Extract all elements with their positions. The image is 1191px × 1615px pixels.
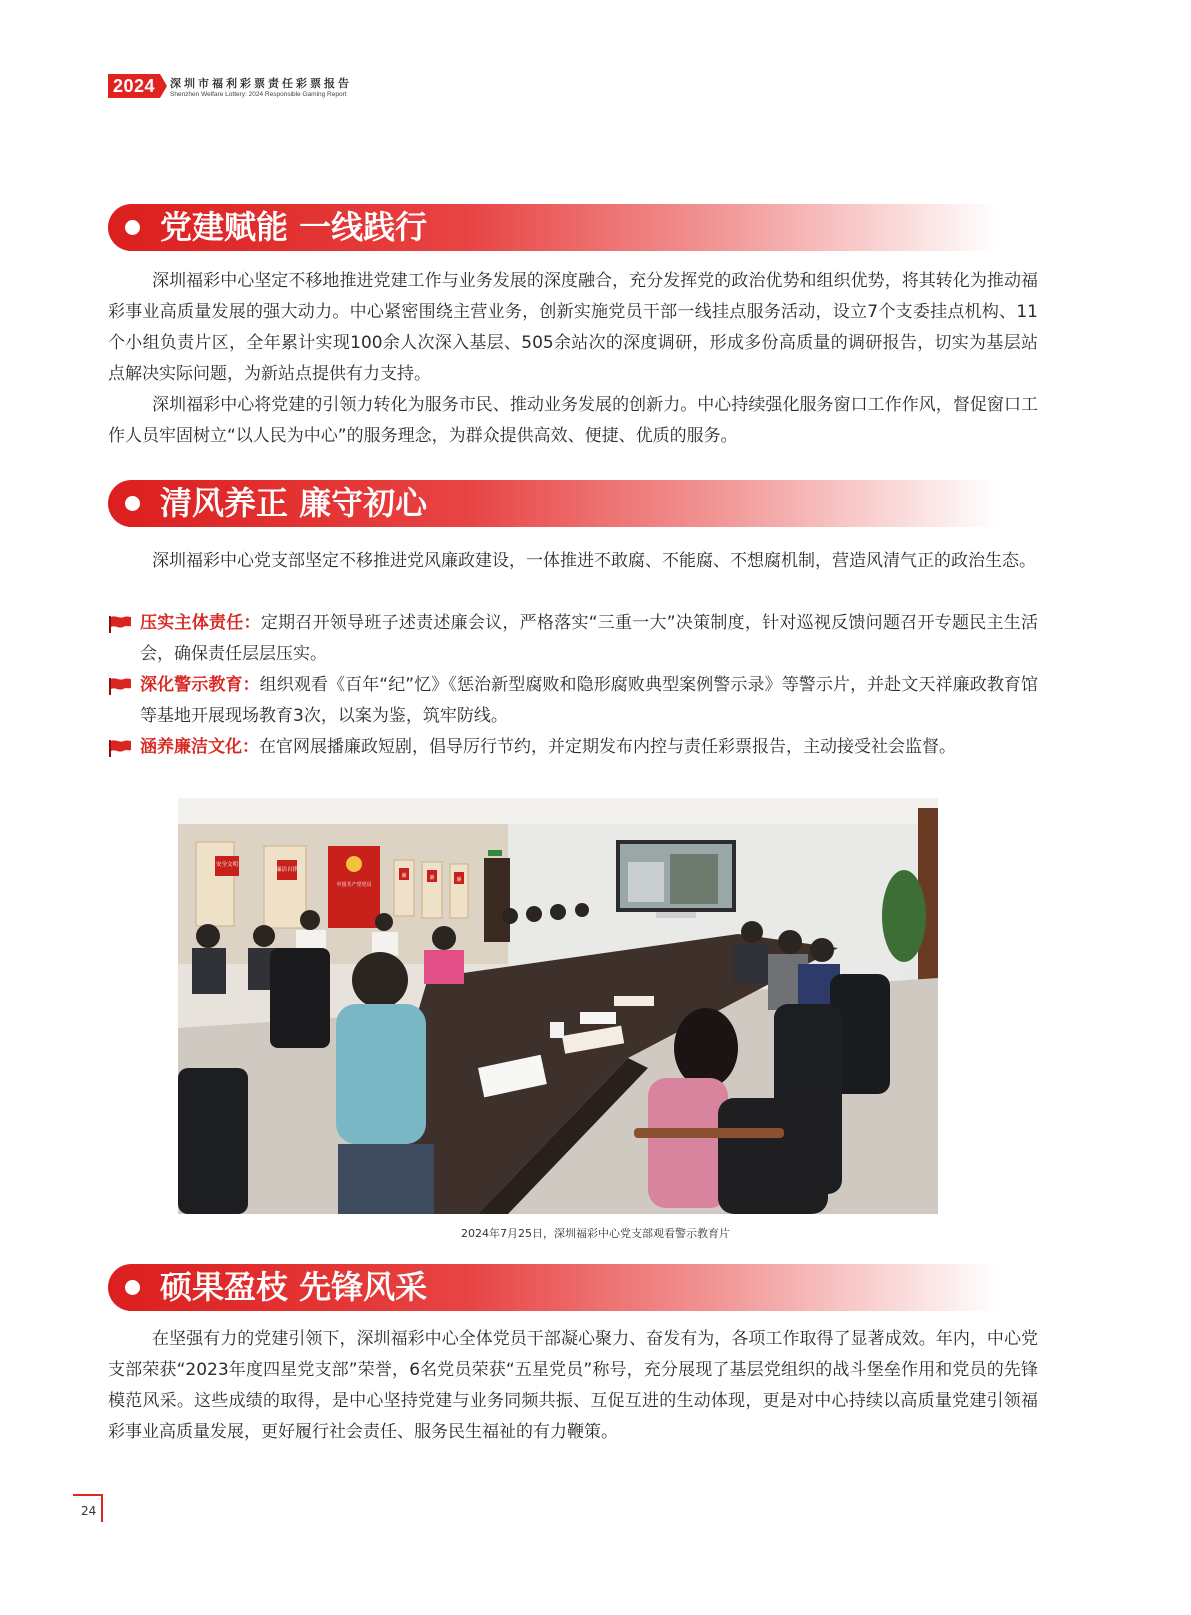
section-3-paragraph-1: 在坚强有力的党建引领下，深圳福彩中心全体党员干部凝心聚力、奋发有为，各项工作取得了显著成效。年内，中心党支部荣获“2023年度四星党支部”荣誉，6名党员荣获“五星党员”称号，充分展现了基层党组织的战斗堡垒作用和党员的先锋模范风采。这些成绩的取得，是中心坚持党建与业务同频共振、互促互进的生动体现，更是对中心持续以高质量党建引领福彩事业高质量发展，更好履行社会责任、服务民生福祉的有力鞭策。 (108, 1329, 1038, 1442)
section-title: 清风养正 廉守初心 (160, 484, 428, 522)
board-text: 廉 (429, 875, 435, 881)
section-2-paragraph-1: 深圳福彩中心党支部坚定不移推进党风廉政建设，一体推进不敢腐、不能腐、不想腐机制，营造风清气正的政治生态。 (152, 551, 1036, 571)
report-year-badge: 2024 (108, 74, 160, 98)
list-item (108, 732, 1038, 763)
report-title-en: Shenzhen Welfare Lottery: 2024 Responsible Gaming Report (170, 91, 347, 98)
bullet-text: 组织观看《百年“纪”忆》《惩治新型腐败和隐形腐败典型案例警示录》等警示片，并赴文天祥廉政教育馆等基地开展现场教育3次，以案为鉴，筑牢防线。 (140, 675, 1038, 726)
page-number-rule (101, 1494, 103, 1522)
bullet-key: 涵养廉洁文化： (140, 737, 259, 757)
section-heading-3 (108, 1264, 998, 1311)
board-text: 廉洁自律 (275, 867, 299, 873)
section-heading-2 (108, 480, 998, 527)
photo-caption: 2024年7月25日，深圳福彩中心党支部观看警示教育片 (461, 1227, 730, 1240)
report-title-cn: 深圳市福利彩票责任彩票报告 (170, 77, 352, 90)
bullet-dot-icon (125, 496, 140, 511)
page-number-text: 24 (81, 1504, 97, 1518)
red-flag-icon (108, 615, 132, 633)
page-number (73, 1494, 103, 1522)
bullet-text: 定期召开领导班子述责述廉会议，严格落实“三重一大”决策制度，针对巡视反馈问题召开专题民主生活会，确保责任层层压实。 (140, 613, 1038, 664)
bullet-text: 在官网展播廉政短剧，倡导厉行节约，并定期发布内控与责任彩票报告，主动接受社会监督。 (259, 737, 956, 757)
board-text: 安全文明 (215, 862, 239, 868)
red-flag-icon (108, 739, 132, 757)
page-number-rule (73, 1494, 103, 1496)
section-title: 党建赋能 一线践行 (160, 208, 428, 246)
board-text: 中国共产党党员 (336, 882, 372, 888)
bullet-dot-icon (125, 220, 140, 235)
board-text: 廉 (456, 877, 462, 883)
bullet-dot-icon (125, 1280, 140, 1295)
red-flag-icon (108, 677, 132, 695)
meeting-photo (178, 798, 938, 1214)
section-1-paragraph-1: 深圳福彩中心坚定不移地推进党建工作与业务发展的深度融合，充分发挥党的政治优势和组织优势，将其转化为推动福彩事业高质量发展的强大动力。中心紧密围绕主营业务，创新实施党员干部一线挂点服务活动，设立7个支委挂点机构、11个小组负责片区，全年累计实现100余人次深入基层、505余站次的深度调研，形成多份高质量的调研报告，切实为基层站点解决实际问题，为新站点提供有力支持。 (108, 271, 1038, 384)
list-item (108, 670, 1038, 732)
board-text: 廉 (401, 873, 407, 879)
section-title: 硕果盈枝 先锋风采 (160, 1268, 428, 1306)
list-item (108, 608, 1038, 670)
bullet-key: 压实主体责任： (140, 613, 261, 633)
bullet-key: 深化警示教育： (140, 675, 260, 695)
section-heading-1 (108, 204, 998, 251)
section-1-paragraph-2: 深圳福彩中心将党建的引领力转化为服务市民、推动业务发展的创新力。中心持续强化服务窗口工作作风，督促窗口工作人员牢固树立“以人民为中心”的服务理念，为群众提供高效、便捷、优质的服务。 (108, 395, 1038, 446)
